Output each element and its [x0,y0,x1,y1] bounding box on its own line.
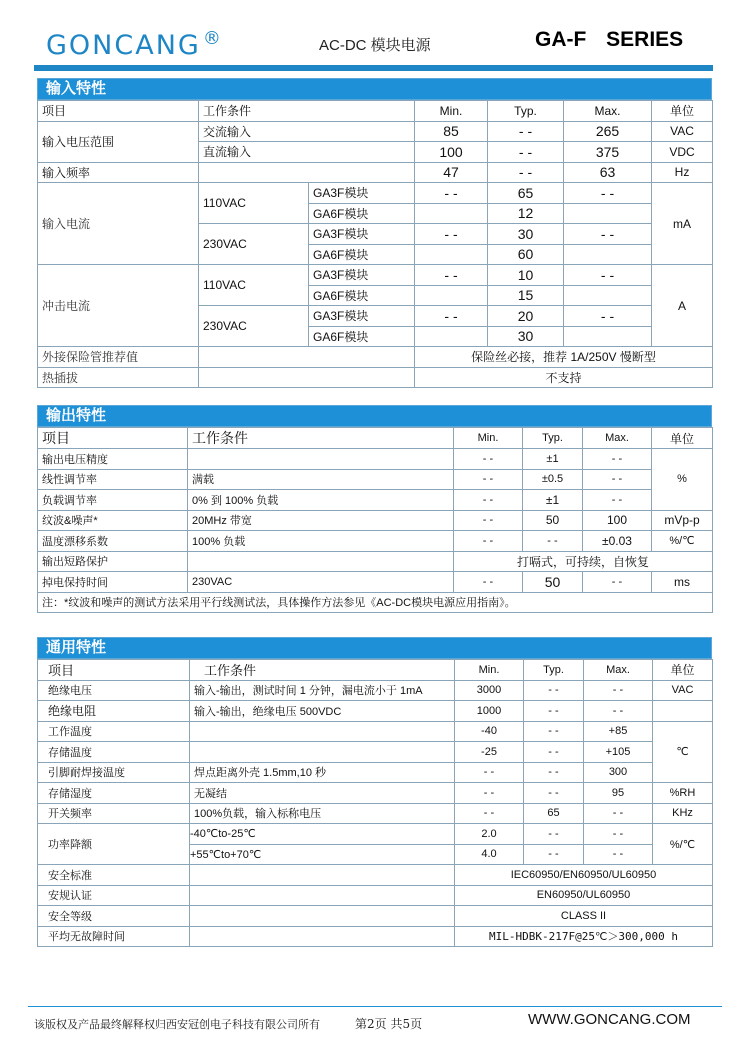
cell: 47 [415,162,488,183]
col-item: 项目 [38,660,190,681]
cell: - - [583,490,652,511]
cell: 60 [488,244,564,265]
col-max: Max. [583,428,652,449]
col-unit: 单位 [652,428,713,449]
row-label: 输入电流 [38,183,199,265]
cell: 满载 [188,469,454,490]
cell: - - [564,265,652,286]
table-header-row [38,428,713,449]
row-label: 安规认证 [38,885,190,906]
cell: - - [488,142,564,163]
col-typ: Typ. [488,101,564,122]
cell [564,203,652,224]
cell: -40℃to-25℃ [190,824,455,845]
table-row [38,367,713,388]
cell: 4.0 [455,844,524,865]
table-row [38,572,713,593]
cell: - - [564,224,652,245]
table-row [38,592,713,613]
row-label: 绝缘电压 [38,680,190,701]
cell [564,285,652,306]
row-label: 功率降额 [38,824,190,865]
cell: - - [584,701,653,722]
cell [199,367,415,388]
col-condition: 工作条件 [188,428,454,449]
cell: 不支持 [415,367,713,388]
cell: mA [652,183,713,265]
cell: - - [454,510,523,531]
cell: - - [415,183,488,204]
cell: VDC [652,142,713,163]
section-title: 输入特性 [37,78,712,100]
input-table [37,100,713,388]
cell: - - [583,469,652,490]
col-min: Min. [454,428,523,449]
table-row [38,449,713,470]
row-label: 掉电保持时间 [38,572,188,593]
table-row [38,551,713,572]
table-row [38,490,713,511]
brand-name: GONCANG [46,30,201,61]
cell: 65 [488,183,564,204]
table-row [38,121,713,142]
cell: -40 [455,721,524,742]
cell [190,742,455,763]
table-row [38,926,713,947]
cell: - - [584,824,653,845]
cell: - - [524,783,584,804]
table-row [38,803,713,824]
cell: - - [454,490,523,511]
cell: 焊点距离外壳 1.5mm,10 秒 [190,762,455,783]
cell [415,203,488,224]
cell: 265 [564,121,652,142]
cell: 63 [564,162,652,183]
cell: - - [415,306,488,327]
cell [415,285,488,306]
cell: ±0.5 [523,469,583,490]
page-number: 第2页 共5页 [355,1017,423,1031]
cell: %/℃ [652,531,713,552]
row-label: 热插拔 [38,367,199,388]
table-row [38,183,713,204]
cell [199,347,415,368]
table-row [38,824,713,845]
row-label: 纹波&噪声* [38,510,188,531]
col-condition: 工作条件 [199,101,415,122]
cell: ±0.03 [583,531,652,552]
website-link[interactable]: WWW.GONCANG.COM [528,1011,691,1028]
cell: %/℃ [653,824,713,865]
cell: 10 [488,265,564,286]
cell: - - [564,183,652,204]
cell [199,162,415,183]
cell: - - [524,844,584,865]
cell: 230VAC [188,572,454,593]
row-label: 输入电压范围 [38,121,199,162]
cell: 无凝结 [190,783,455,804]
row-label: 引脚耐焊接温度 [38,762,190,783]
cell: 打嗝式，可持续，自恢复 [454,551,713,572]
general-characteristics-section [37,637,712,947]
cell: - - [455,783,524,804]
table-header-row [38,660,713,681]
row-label: 输出电压精度 [38,449,188,470]
cell: - - [455,803,524,824]
cell: - - [584,680,653,701]
col-condition: 工作条件 [190,660,455,681]
col-item: 项目 [38,428,188,449]
brand-logo [46,30,223,61]
cell: 20 [488,306,564,327]
registered-mark: ® [202,28,223,49]
cell: 3000 [455,680,524,701]
row-label: 绝缘电阻 [38,701,190,722]
cell: GA6F模块 [309,203,415,224]
table-row [38,347,713,368]
cell: GA6F模块 [309,285,415,306]
cell: 保险丝必接，推荐 1A/250V 慢断型 [415,347,713,368]
col-typ: Typ. [524,660,584,681]
input-characteristics-section [37,78,712,388]
cell: 110VAC [199,265,309,306]
cell: 2.0 [455,824,524,845]
cell: 85 [415,121,488,142]
table-row [38,742,713,763]
table-row [38,531,713,552]
cell: - - [524,742,584,763]
cell: - - [415,224,488,245]
table-row [38,469,713,490]
cell: - - [455,762,524,783]
cell: - - [488,121,564,142]
cell: ±1 [523,490,583,511]
cell: mVp-p [652,510,713,531]
table-header-row [38,101,713,122]
col-max: Max. [564,101,652,122]
cell: 输入-输出，测试时间 1 分钟，漏电流小于 1mA [190,680,455,701]
cell: - - [584,844,653,865]
table-row [38,680,713,701]
row-label: 安全等级 [38,906,190,927]
row-label: 存储温度 [38,742,190,763]
copyright-notice: 该版权及产品最终解释权归西安冠创电子科技有限公司所有 [34,1018,320,1031]
row-label: 线性调节率 [38,469,188,490]
cell: KHz [653,803,713,824]
cell: 1000 [455,701,524,722]
cell: GA6F模块 [309,244,415,265]
cell [653,701,713,722]
cell: 15 [488,285,564,306]
cell: VAC [652,121,713,142]
cell: Hz [652,162,713,183]
cell [190,906,455,927]
cell: 输入-输出，绝缘电压 500VDC [190,701,455,722]
col-item: 项目 [38,101,199,122]
row-label: 温度漂移系数 [38,531,188,552]
table-row [38,865,713,886]
cell: - - [583,449,652,470]
cell: - - [524,824,584,845]
cell: +55℃to+70℃ [190,844,455,865]
cell: GA6F模块 [309,326,415,347]
cell: EN60950/UL60950 [455,885,713,906]
row-label: 开关频率 [38,803,190,824]
col-min: Min. [415,101,488,122]
cell [415,244,488,265]
cell [564,326,652,347]
cell: +105 [584,742,653,763]
table-row [38,265,713,286]
table-row [38,885,713,906]
cell: - - [454,449,523,470]
cell: A [652,265,713,347]
cell: 230VAC [199,224,309,265]
cell: - - [524,762,584,783]
row-label: 外接保险管推荐值 [38,347,199,368]
cell: 100 [415,142,488,163]
cell: 100% 负载 [188,531,454,552]
cell: - - [524,680,584,701]
cell: - - [454,572,523,593]
cell: CLASS II [455,906,713,927]
cell: VAC [653,680,713,701]
cell: 375 [564,142,652,163]
series-title: GA-F SERIES [535,28,684,51]
output-table [37,427,713,613]
cell: 30 [488,224,564,245]
header-divider [34,65,713,71]
table-row [38,783,713,804]
col-max: Max. [584,660,653,681]
table-row [38,762,713,783]
cell: 100%负载，输入标称电压 [190,803,455,824]
footnote: 注：*纹波和噪声的测试方法采用平行线测试法，具体操作方法参见《AC-DC模块电源应用指南》。 [38,592,713,613]
col-typ: Typ. [523,428,583,449]
cell [190,721,455,742]
cell: 50 [523,510,583,531]
cell: - - [488,162,564,183]
col-unit: 单位 [653,660,713,681]
cell: - - [524,721,584,742]
cell: 20MHz 带宽 [188,510,454,531]
section-title: 通用特性 [37,637,712,659]
row-label: 工作温度 [38,721,190,742]
row-label: 负载调节率 [38,490,188,511]
table-row [38,721,713,742]
col-unit: 单位 [652,101,713,122]
cell: % [652,449,713,511]
cell: GA3F模块 [309,224,415,245]
row-label: 输出短路保护 [38,551,188,572]
cell [190,865,455,886]
cell: - - [584,803,653,824]
cell: - - [415,265,488,286]
cell: 65 [524,803,584,824]
table-row [38,701,713,722]
general-table [37,659,713,947]
cell: %RH [653,783,713,804]
cell: - - [523,531,583,552]
row-label: 冲击电流 [38,265,199,347]
cell: 交流输入 [199,121,415,142]
cell: 0% 到 100% 负载 [188,490,454,511]
cell: 100 [583,510,652,531]
cell: GA3F模块 [309,183,415,204]
cell: IEC60950/EN60950/UL60950 [455,865,713,886]
cell: 直流输入 [199,142,415,163]
cell: 300 [584,762,653,783]
cell [190,885,455,906]
cell: GA3F模块 [309,306,415,327]
row-label: 安全标准 [38,865,190,886]
cell: 95 [584,783,653,804]
cell [564,244,652,265]
row-label: 输入频率 [38,162,199,183]
table-row [38,906,713,927]
cell: +85 [584,721,653,742]
doc-subtitle: AC-DC 模块电源 [319,37,431,54]
cell: 30 [488,326,564,347]
table-row [38,162,713,183]
cell: 12 [488,203,564,224]
cell: - - [454,531,523,552]
cell [190,926,455,947]
cell: - - [564,306,652,327]
section-title: 输出特性 [37,405,712,427]
cell: 230VAC [199,306,309,347]
cell: 110VAC [199,183,309,224]
cell: ms [652,572,713,593]
row-label: 存储湿度 [38,783,190,804]
output-characteristics-section [37,405,712,613]
footer-divider [28,1006,722,1007]
cell: 50 [523,572,583,593]
cell: - - [454,469,523,490]
cell: ℃ [653,721,713,783]
cell: MIL-HDBK-217F@25℃＞300,000 h [455,926,713,947]
cell: - - [583,572,652,593]
cell: ±1 [523,449,583,470]
cell [188,449,454,470]
table-row [38,510,713,531]
cell: -25 [455,742,524,763]
cell: - - [524,701,584,722]
row-label: 平均无故障时间 [38,926,190,947]
col-min: Min. [455,660,524,681]
cell: GA3F模块 [309,265,415,286]
cell [188,551,454,572]
cell [415,326,488,347]
